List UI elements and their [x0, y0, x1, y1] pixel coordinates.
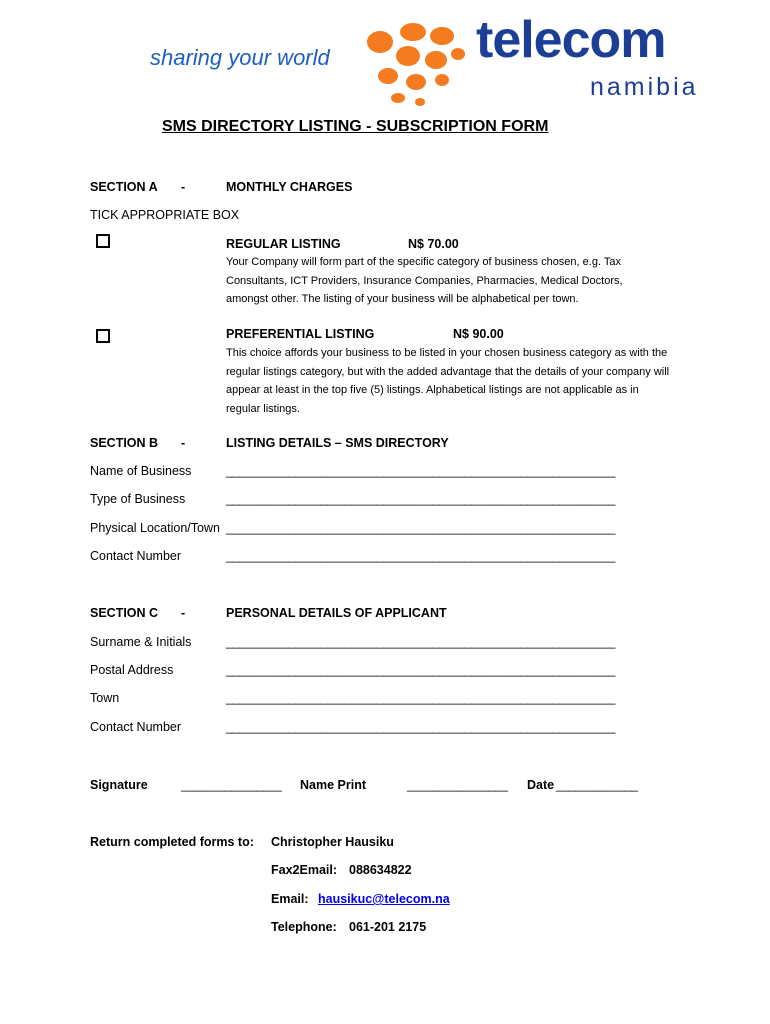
return-label: Return completed forms to: [90, 835, 254, 849]
email-link[interactable]: hausikuc@telecom.na [318, 892, 450, 906]
section-a-heading: MONTHLY CHARGES [226, 180, 353, 194]
section-c-label: SECTION C [90, 606, 159, 620]
preferential-listing-title: PREFERENTIAL LISTING [226, 327, 375, 341]
applicant-contact-number-field[interactable]: ______________________________________________________________ [226, 720, 615, 734]
section-b-label: SECTION B [90, 436, 159, 450]
regular-listing-checkbox[interactable] [96, 234, 110, 248]
name-of-business-label: Name of Business [90, 464, 192, 478]
date-label: Date [527, 778, 555, 792]
name-of-business-field[interactable]: ______________________________________________________________ [226, 464, 615, 478]
date-field[interactable]: _____________ [556, 778, 638, 792]
section-c-heading: PERSONAL DETAILS OF APPLICANT [226, 606, 447, 620]
business-contact-number-field[interactable]: ______________________________________________________________ [226, 549, 615, 563]
section-b-dash: - [181, 436, 186, 450]
telephone-label: Telephone: [271, 920, 337, 934]
regular-listing-title: REGULAR LISTING [226, 237, 341, 251]
regular-listing-description: Your Company will form part of the specific category of business chosen, e.g. Tax Consultants, ICT Providers, Insurance Companies, Pharmacies, Medical Doctors, amongst other. The listing of your business will be alphabetical per town. [226, 256, 623, 305]
section-a-dash: - [181, 180, 186, 194]
physical-location-field[interactable]: ______________________________________________________________ [226, 521, 615, 535]
preferential-listing-checkbox[interactable] [96, 329, 110, 343]
brand-name: telecom [476, 11, 666, 69]
brand-subtitle: namibia [590, 73, 699, 101]
town-field[interactable]: ______________________________________________________________ [226, 691, 615, 705]
business-contact-number-label: Contact Number [90, 549, 182, 563]
type-of-business-field[interactable]: ______________________________________________________________ [226, 492, 615, 506]
physical-location-label: Physical Location/Town [90, 521, 220, 535]
postal-address-label: Postal Address [90, 663, 174, 677]
fax-label: Fax2Email: [271, 863, 338, 877]
tagline: sharing your world [150, 45, 330, 70]
surname-initials-label: Surname & Initials [90, 635, 192, 649]
section-a-label: SECTION A [90, 180, 158, 194]
postal-address-field[interactable]: ______________________________________________________________ [226, 663, 615, 677]
telecom-logo-dots-icon [358, 18, 468, 108]
name-print-label: Name Print [300, 778, 366, 792]
form-title: SMS DIRECTORY LISTING - SUBSCRIPTION FORM [162, 118, 549, 135]
telephone-value: 061-201 2175 [349, 920, 427, 934]
tick-instruction: TICK APPROPRIATE BOX [90, 208, 240, 222]
section-b-heading: LISTING DETAILS – SMS DIRECTORY [226, 436, 449, 450]
fax-value: 088634822 [349, 863, 412, 877]
section-c-dash: - [181, 606, 186, 620]
email-label: Email: [271, 892, 309, 906]
name-print-field[interactable]: ________________ [407, 778, 508, 792]
regular-listing-price: N$ 70.00 [408, 237, 459, 251]
preferential-listing-price: N$ 90.00 [453, 327, 504, 341]
return-contact-name: Christopher Hausiku [271, 835, 394, 849]
signature-field[interactable]: ________________ [181, 778, 282, 792]
preferential-listing-description: This choice affords your business to be listed in your chosen business category as with the regular listings category, but with the added advantage that the details of your company will appear at least in the top five (5) listings. Alphabetical listings are not applicable as in regular listings. [226, 347, 670, 415]
type-of-business-label: Type of Business [90, 492, 186, 506]
applicant-contact-number-label: Contact Number [90, 720, 182, 734]
town-label: Town [90, 691, 120, 705]
surname-initials-field[interactable]: ______________________________________________________________ [226, 635, 615, 649]
signature-label: Signature [90, 778, 148, 792]
